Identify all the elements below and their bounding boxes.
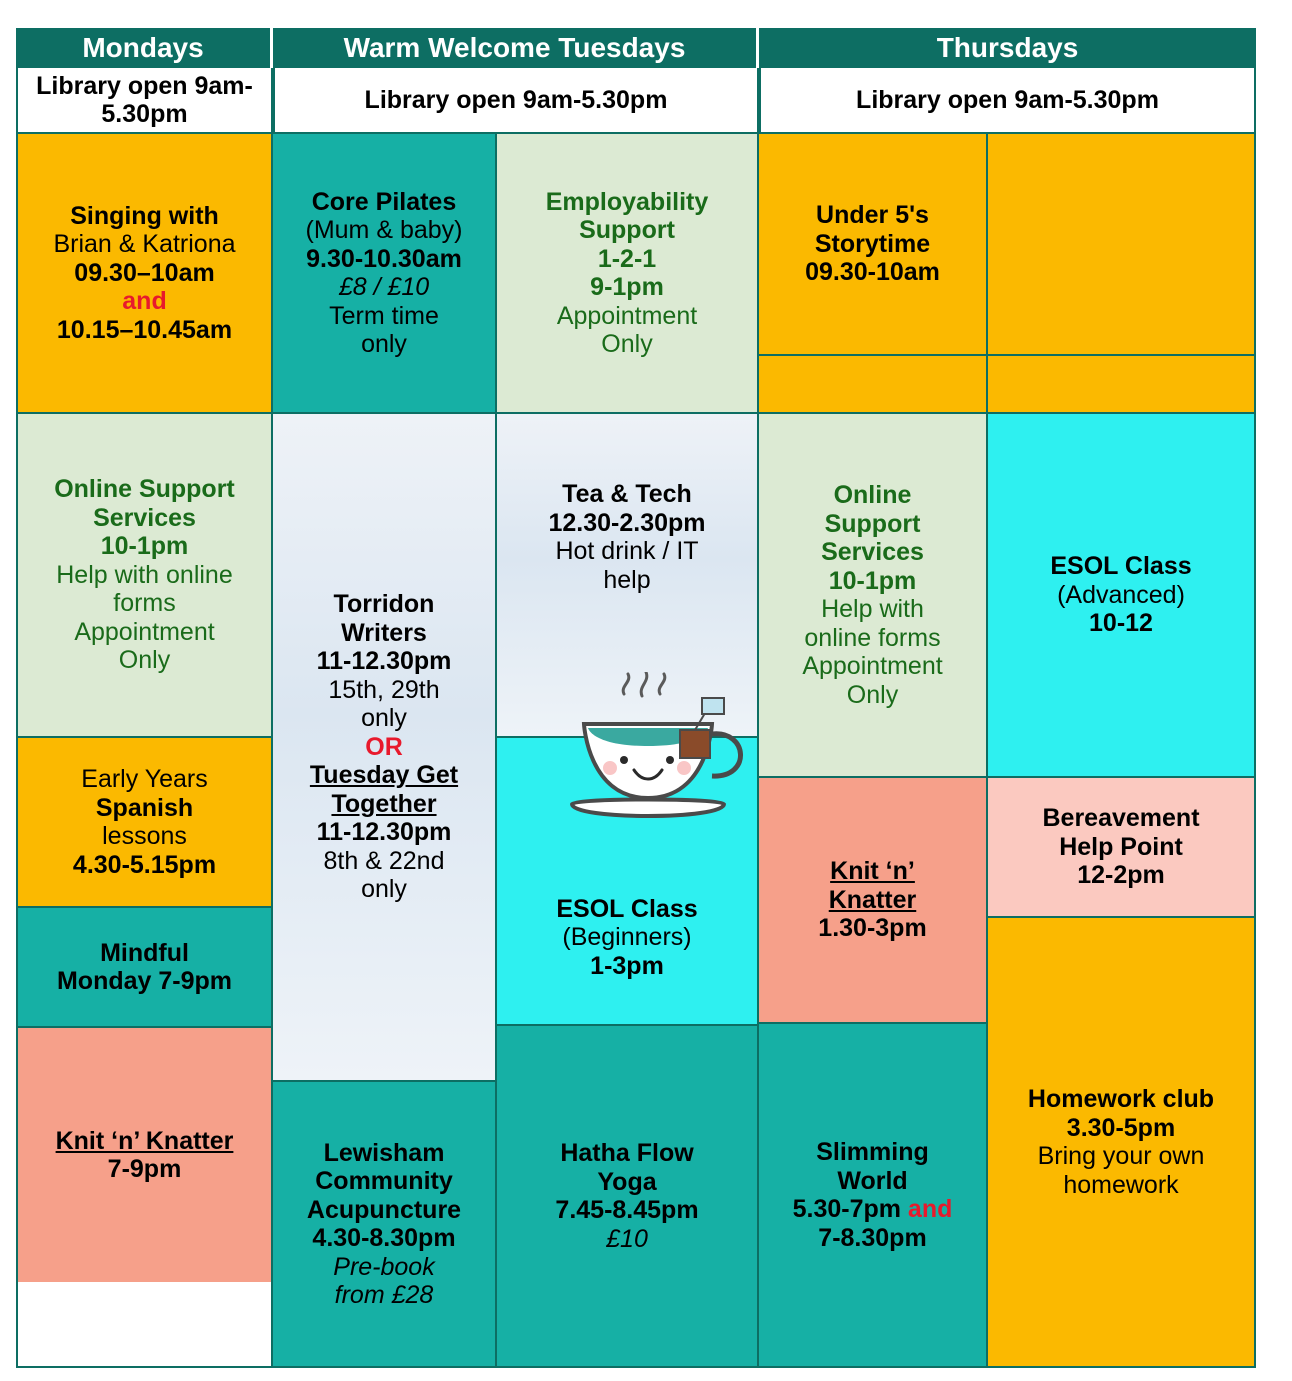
event-online-support-monday-time: 10-1pm xyxy=(100,532,189,561)
event-hatha-flow-yoga-price: £10 xyxy=(606,1224,648,1253)
tuesday-column-1 xyxy=(273,134,497,1368)
event-esol-advanced-time: 10-12 xyxy=(1089,609,1153,638)
event-storytime-title: Under 5's Storytime xyxy=(814,201,931,258)
event-esol-advanced[interactable] xyxy=(988,414,1254,776)
event-singing-title-rest: with xyxy=(161,201,219,230)
event-singing-leaders: Brian & Katriona xyxy=(53,230,236,259)
event-slimming-world[interactable] xyxy=(759,1024,986,1366)
day-header-thursdays: Thursdays xyxy=(759,28,1256,68)
event-acupuncture-price-1: Pre-book xyxy=(333,1252,435,1281)
event-torridon-writers-dates-2: only xyxy=(361,704,407,733)
event-mindful-monday-line-1: Mindful xyxy=(100,938,189,967)
event-knit-monday-title: Knit ‘n’ Knatter xyxy=(55,1126,234,1155)
event-acupuncture-time: 4.30-8.30pm xyxy=(312,1224,456,1252)
event-online-support-monday-desc-2: forms xyxy=(113,589,176,618)
event-acupuncture-title-1: Lewisham xyxy=(323,1138,445,1167)
event-acupuncture[interactable] xyxy=(273,1082,495,1366)
event-singing-time-2: 10.15–10.45am xyxy=(56,315,233,344)
event-slimming-world-time-1: 5.30-7pm xyxy=(792,1195,901,1223)
monday-column xyxy=(16,134,273,1368)
event-knit-thursday-time: 1.30-3pm xyxy=(818,914,927,943)
event-tuesday-get-together-time: 11-12.30pm xyxy=(316,818,452,847)
event-hatha-flow-yoga-time: 7.45-8.45pm xyxy=(555,1196,699,1224)
event-online-support-thursday-desc-3: Appointment xyxy=(802,652,943,680)
event-mindful-monday-line-2: Monday 7-9pm xyxy=(56,967,233,995)
event-core-pilates-note-2: only xyxy=(361,330,407,358)
event-employability-support-title-3: 1-2-1 xyxy=(597,244,657,273)
event-singing-title-bold: Singing xyxy=(70,201,162,230)
thursday-column-2 xyxy=(988,134,1256,1368)
library-open-thursday xyxy=(759,68,1256,134)
event-core-pilates-note-1: Term time xyxy=(329,301,439,330)
event-tea-and-tech-time: 12.30-2.30pm xyxy=(548,508,706,537)
event-tuesday-get-together-dates-2: only xyxy=(361,875,407,904)
event-core-pilates-price: £8 / £10 xyxy=(338,273,430,301)
event-mindful-monday[interactable] xyxy=(18,908,271,1026)
event-online-support-monday-title-1: Online Support xyxy=(54,475,235,504)
event-bereavement-title-1: Bereavement xyxy=(1042,804,1200,833)
event-online-support-thursday-time: 10-1pm xyxy=(828,566,917,595)
event-hatha-flow-yoga-title-1: Hatha Flow xyxy=(560,1139,694,1167)
event-core-pilates-title: Core Pilates xyxy=(311,187,457,216)
event-tea-and-tech[interactable] xyxy=(497,414,757,736)
event-acupuncture-title-2: Community xyxy=(315,1167,453,1195)
event-torridon-writers-title-2: Writers xyxy=(341,618,427,647)
event-employability-support[interactable] xyxy=(497,134,757,412)
event-core-pilates-sub: (Mum & baby) xyxy=(305,216,463,244)
event-employability-support-title-2: Support xyxy=(579,216,675,244)
event-torridon-writers-time: 11-12.30pm xyxy=(316,647,452,676)
event-storytime-span xyxy=(988,134,1254,354)
event-online-support-monday-desc-3: Appointment xyxy=(74,617,215,646)
event-employability-support-desc-1: Appointment xyxy=(556,301,698,330)
monday-empty-cell xyxy=(18,1282,271,1366)
event-core-pilates[interactable] xyxy=(273,134,495,412)
day-header-mondays: Mondays xyxy=(16,28,273,68)
event-core-pilates-time: 9.30-10.30am xyxy=(306,244,462,273)
event-homework-club-desc-2: homework xyxy=(1063,1170,1179,1199)
event-tea-and-tech-title: Tea & Tech xyxy=(562,480,692,508)
event-spanish[interactable] xyxy=(18,738,271,906)
tuesday-column-2 xyxy=(497,134,759,1368)
event-online-support-monday[interactable] xyxy=(18,414,271,736)
event-online-support-thursday-desc-1: Help with xyxy=(821,595,924,623)
event-employability-support-title-1: Employability xyxy=(545,187,709,216)
event-spanish-time: 4.30-5.15pm xyxy=(72,850,217,879)
event-knit-thursday[interactable] xyxy=(759,778,986,1022)
library-open-monday-text: Library open 9am-5.30pm xyxy=(36,72,253,128)
event-tuesday-get-together-title-2: Together xyxy=(331,789,437,818)
day-header-tuesdays: Warm Welcome Tuesdays xyxy=(273,28,759,68)
event-hatha-flow-yoga-title-2: Yoga xyxy=(597,1167,657,1196)
event-torridon-writers[interactable] xyxy=(273,414,495,1080)
event-employability-support-desc-2: Only xyxy=(601,330,653,358)
event-homework-club-desc-1: Bring your own xyxy=(1037,1142,1205,1170)
event-knit-monday-time: 7-9pm xyxy=(107,1155,182,1183)
event-online-support-thursday-title-1: Online xyxy=(833,481,912,509)
event-spanish-line-1: Early Years xyxy=(81,765,208,793)
event-tuesday-get-together-title-1: Tuesday Get xyxy=(309,761,459,790)
event-bereavement-title-2: Help Point xyxy=(1059,832,1183,861)
event-bereavement-help-point[interactable] xyxy=(988,778,1254,916)
event-homework-club-time: 3.30-5pm xyxy=(1066,1113,1176,1142)
event-singing-title xyxy=(24,202,265,231)
event-storytime-time: 09.30-10am xyxy=(805,258,940,287)
event-singing-time-1: 09.30–10am xyxy=(74,258,215,287)
event-singing-and: and xyxy=(122,287,167,316)
thursday-spacer-amber-2 xyxy=(988,356,1254,412)
event-spanish-line-2: Spanish xyxy=(95,793,194,822)
event-torridon-writers-title-1: Torridon xyxy=(333,590,435,619)
event-homework-club[interactable] xyxy=(988,918,1254,1366)
event-knit-monday[interactable] xyxy=(18,1028,271,1282)
event-torridon-writers-or: OR xyxy=(365,732,403,761)
event-online-support-monday-desc-1: Help with online xyxy=(56,560,233,589)
event-online-support-thursday-title-3: Services xyxy=(821,538,924,566)
event-tea-and-tech-desc-1: Hot drink / IT xyxy=(555,537,699,565)
event-online-support-monday-desc-4: Only xyxy=(118,646,171,675)
library-open-tuesday xyxy=(273,68,759,134)
event-bereavement-time: 12-2pm xyxy=(1077,861,1165,890)
event-online-support-thursday-title-2: Support xyxy=(824,509,921,538)
timetable-grid xyxy=(16,28,1278,1368)
event-esol-advanced-title: ESOL Class xyxy=(1050,552,1192,581)
event-esol-beginners-sub: (Beginners) xyxy=(562,923,692,951)
event-online-support-thursday[interactable] xyxy=(759,414,986,776)
event-singing[interactable] xyxy=(18,134,271,412)
library-open-thursday-text: Library open 9am-5.30pm xyxy=(856,86,1159,114)
event-tea-and-tech-desc-2: help xyxy=(603,565,651,594)
event-slimming-world-title-2: World xyxy=(837,1166,908,1195)
event-online-support-monday-title-2: Services xyxy=(93,503,196,532)
event-homework-club-title: Homework club xyxy=(1027,1085,1215,1113)
thursday-spacer-amber xyxy=(759,356,986,412)
event-knit-thursday-title-1: Knit ‘n’ xyxy=(830,857,915,886)
event-esol-beginners-title: ESOL Class xyxy=(556,894,698,923)
event-torridon-writers-dates-1: 15th, 29th xyxy=(328,675,440,704)
event-storytime[interactable] xyxy=(759,134,986,354)
event-tuesday-get-together-dates-1: 8th & 22nd xyxy=(323,846,445,875)
event-slimming-world-and: and xyxy=(900,1195,953,1223)
event-online-support-thursday-desc-2: online forms xyxy=(804,623,941,652)
event-esol-beginners-time: 1-3pm xyxy=(590,951,664,980)
event-slimming-world-times xyxy=(765,1195,980,1224)
event-spanish-line-3: lessons xyxy=(102,822,187,850)
event-slimming-world-title-1: Slimming xyxy=(816,1138,929,1166)
library-open-monday xyxy=(16,68,273,134)
event-employability-support-time: 9-1pm xyxy=(590,273,664,301)
event-esol-beginners[interactable] xyxy=(497,738,757,1024)
event-hatha-flow-yoga[interactable] xyxy=(497,1026,757,1366)
thursday-column-1 xyxy=(759,134,988,1368)
event-acupuncture-price-2: from £28 xyxy=(334,1281,434,1309)
event-online-support-thursday-desc-4: Only xyxy=(846,680,899,709)
event-acupuncture-title-3: Acupuncture xyxy=(306,1195,462,1224)
library-open-tuesday-text: Library open 9am-5.30pm xyxy=(364,86,668,114)
event-esol-advanced-sub: (Advanced) xyxy=(1057,580,1185,609)
event-slimming-world-time-2: 7-8.30pm xyxy=(818,1223,927,1252)
event-knit-thursday-title-2: Knatter xyxy=(828,885,917,914)
